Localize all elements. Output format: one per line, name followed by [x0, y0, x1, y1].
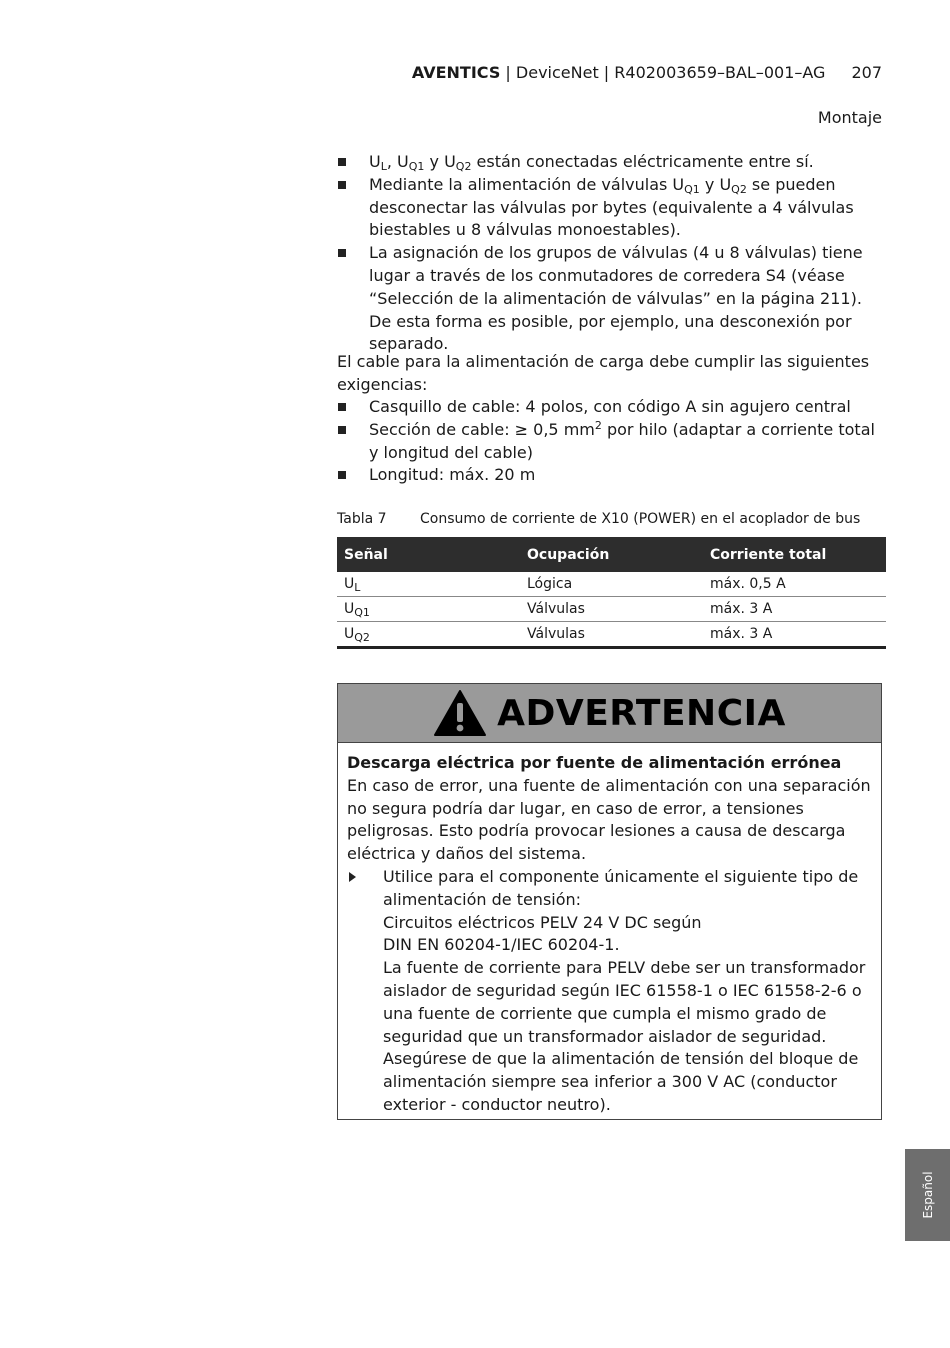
warning-action — [347, 866, 872, 1117]
table-row — [337, 622, 886, 648]
action-line: Circuitos eléctricos PELV 24 V DC según — [383, 912, 702, 932]
cable-intro: El cable para la alimentación de carga debe cumplir las siguientes exigencias: — [337, 352, 870, 394]
signal-cell: $U_{Q1}$ — [337, 597, 520, 622]
table-caption — [337, 511, 860, 527]
current-cell: máx. 3 A — [703, 597, 886, 622]
action-line: La fuente de corriente para PELV debe ser un transformador aislador de seguridad según IEC 61558-1 o IEC 61558-2-6 o una fuente de corriente que cumpla el mismo grado de seguridad que un transformador aislador de seguridad. — [383, 958, 866, 1046]
bullet-square-icon — [338, 426, 346, 434]
section-title: Montaje — [817, 108, 882, 127]
occupation-cell: Válvulas — [520, 622, 703, 648]
current-cell: máx. 3 A — [703, 622, 886, 648]
signal-cell: $U_L$ — [337, 572, 520, 597]
column-header: Señal — [337, 537, 520, 572]
bullet-square-icon — [338, 181, 346, 189]
list-item: La asignación de los grupos de válvulas (4 u 8 válvulas) tiene lugar a través de los conmutadores de corredera S4 (véase “Selección de la alimentación de válvulas” en la página 211). De esta forma es posible, por ejemplo, una desconexión por separado. — [337, 242, 885, 356]
occupation-cell: Válvulas — [520, 597, 703, 622]
list-item: $U_L$, $U_{Q1}$ y $U_{Q2}$ están conectadas eléctricamente entre sí. — [337, 151, 885, 174]
arrow-right-icon — [349, 872, 356, 882]
list-item: Longitud: máx. 20 m — [337, 464, 885, 487]
occupation-cell: Lógica — [520, 572, 703, 597]
table-header-row — [337, 537, 886, 572]
warning-triangle-icon — [433, 689, 487, 737]
current-cell: máx. 0,5 A — [703, 572, 886, 597]
warning-body — [338, 743, 881, 1117]
list-item: Mediante la alimentación de válvulas $U_{Q1}$ y $U_{Q2}$ se pueden desconectar las válvulas por bytes (equivalente a 4 válvulas biestables u 8 válvulas monoestables). — [337, 174, 885, 242]
warning-title: ADVERTENCIA — [497, 692, 786, 734]
language-tab-label: Español — [920, 1171, 935, 1219]
signal-cell: $U_{Q2}$ — [337, 622, 520, 648]
page-header — [412, 63, 882, 82]
action-line: Asegúrese de que la alimentación de tensión del bloque de alimentación siempre sea inferior a 300 V AC (conductor exterior - conductor neutro). — [383, 1049, 859, 1114]
cable-requirements-list — [337, 396, 885, 487]
table-title: Consumo de corriente de X10 (POWER) en el acoplador de bus — [420, 511, 861, 527]
bullet-square-icon — [338, 471, 346, 479]
voltage-bullet-list — [337, 151, 885, 356]
column-header: Ocupación — [520, 537, 703, 572]
warning-subtitle: Descarga eléctrica por fuente de alimentación errónea — [347, 753, 842, 772]
warning-box — [337, 683, 882, 1120]
language-tab — [905, 1149, 950, 1241]
bullet-square-icon — [338, 249, 346, 257]
brand-name: AVENTICS — [411, 63, 501, 82]
action-line: Utilice para el componente únicamente el siguiente tipo de alimentación de tensión: — [383, 866, 859, 909]
list-item: Sección de cable: ≥ 0,5 $mm^2$ por hilo (adaptar a corriente total y longitud del cable) — [337, 419, 885, 465]
current-consumption-table — [337, 537, 886, 649]
bullet-square-icon — [338, 158, 346, 166]
bullet-square-icon — [338, 403, 346, 411]
action-line: DIN EN 60204-1/IEC 60204-1. — [383, 935, 620, 955]
list-item: Casquillo de cable: 4 polos, con código A sin agujero central — [337, 396, 885, 419]
table-row — [337, 597, 886, 622]
document-info: | DeviceNet | R402003659–BAL–001–AG — [500, 63, 826, 82]
table-row — [337, 572, 886, 597]
table-label: Tabla 7 — [337, 511, 387, 527]
page-number: 207 — [851, 63, 882, 82]
warning-text: En caso de error, una fuente de alimentación con una separación no segura podría dar lugar, en caso de error, a tensiones peligrosas. Esto podría provocar lesiones a causa de descarga eléctrica y daños del sistema. — [347, 775, 871, 864]
column-header: Corriente total — [703, 537, 886, 572]
warning-header — [338, 684, 881, 743]
